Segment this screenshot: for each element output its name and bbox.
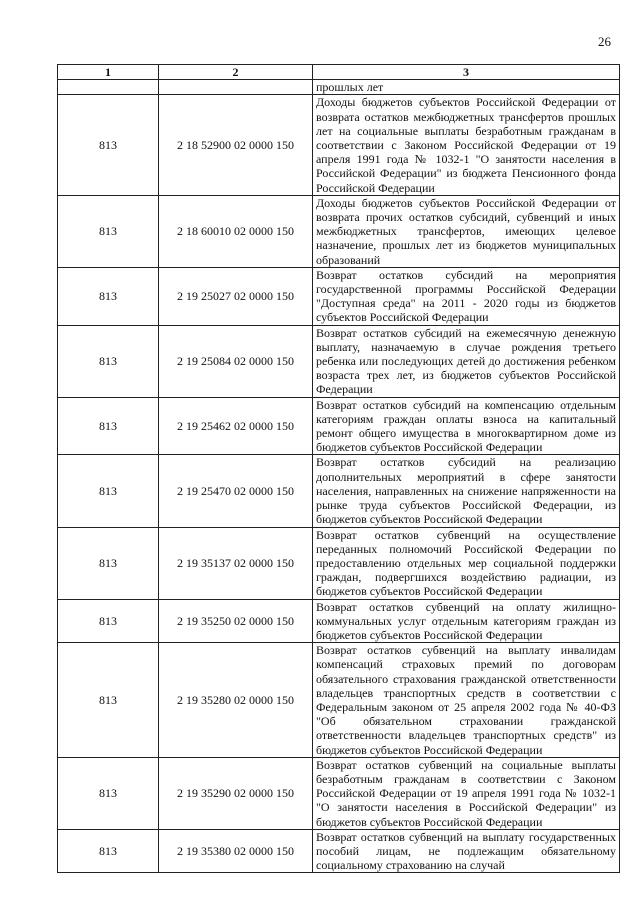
table-row: [58, 195, 620, 267]
table-row: [58, 325, 620, 397]
revenue-code-cell: 2 19 35137 02 0000 150: [159, 527, 313, 599]
table-row: [58, 643, 620, 758]
admin-code-cell: 813: [58, 195, 159, 267]
revenue-code-cell: 2 19 35250 02 0000 150: [159, 599, 313, 643]
revenue-code-cell: 2 19 25027 02 0000 150: [159, 267, 313, 325]
column-header-code: 2: [159, 65, 313, 80]
description-cell: Возврат остатков субсидий на реализацию дополнительных мероприятий в сфере занятости населения, направленных на снижение напряженности на рынке труда субъектов Российской Федерации, из бюджетов субъектов Российской Федерации: [313, 455, 620, 527]
admin-code-cell: 813: [58, 325, 159, 397]
admin-code-cell: 813: [58, 455, 159, 527]
admin-code-cell: 813: [58, 397, 159, 455]
table-row: [58, 527, 620, 599]
table-row: [58, 829, 620, 873]
description-cell: Возврат остатков субвенций на оплату жилищно-коммунальных услуг отдельным категориям граждан из бюджетов субъектов Российской Федерации: [313, 599, 620, 643]
table-row: [58, 95, 620, 195]
table-header-row: [58, 65, 620, 80]
revenue-code-cell: 2 19 35380 02 0000 150: [159, 829, 313, 873]
table-row: [58, 455, 620, 527]
description-cell: Доходы бюджетов субъектов Российской Федерации от возврата прочих остатков субсидий, субвенций и иных межбюджетных трансфертов, имеющих целевое назначение, прошлых лет из бюджетов муниципальных образований: [313, 195, 620, 267]
revenue-code-cell: 2 18 52900 02 0000 150: [159, 95, 313, 195]
revenue-code-cell: 2 19 25470 02 0000 150: [159, 455, 313, 527]
column-header-description: 3: [313, 65, 620, 80]
admin-code-cell: 813: [58, 95, 159, 195]
revenue-code-cell: 2 19 25084 02 0000 150: [159, 325, 313, 397]
column-header-admin: 1: [58, 65, 159, 80]
admin-code-cell: [58, 80, 159, 95]
table-row: [58, 599, 620, 643]
revenue-code-cell: 2 18 60010 02 0000 150: [159, 195, 313, 267]
page-number: 26: [598, 34, 611, 49]
revenue-code-cell: 2 19 35290 02 0000 150: [159, 757, 313, 829]
description-cell: Доходы бюджетов субъектов Российской Федерации от возврата остатков межбюджетных трансфертов прошлых лет на социальные выплаты безработным гражданам в соответствии с Законом Российской Федерации от 19 апреля 1991 года № 1032-1 "О занятости населения в Российской Федерации" из бюджета Пенсионного фонда Российской Федерации: [313, 95, 620, 195]
admin-code-cell: 813: [58, 599, 159, 643]
revenue-code-cell: 2 19 25462 02 0000 150: [159, 397, 313, 455]
table-row: [58, 267, 620, 325]
description-cell: Возврат остатков субсидий на компенсацию отдельным категориям граждан оплаты взноса на капитальный ремонт общего имущества в многоквартирном доме из бюджетов субъектов Российской Федерации: [313, 397, 620, 455]
admin-code-cell: 813: [58, 643, 159, 758]
description-cell: прошлых лет: [313, 80, 620, 95]
admin-code-cell: 813: [58, 267, 159, 325]
description-cell: Возврат остатков субсидий на мероприятия государственной программы Российской Федерации "Доступная среда" на 2011 - 2020 годы из бюджетов субъектов Российской Федерации: [313, 267, 620, 325]
table-row: [58, 80, 620, 95]
budget-codes-table: [57, 64, 620, 873]
description-cell: Возврат остатков субвенций на социальные выплаты безработным гражданам в соответствии с Законом Российской Федерации от 19 апреля 1991 года № 1032-1 "О занятости населения в Российской Федерации" из бюджетов субъектов Российской Федерации: [313, 757, 620, 829]
description-cell: Возврат остатков субвенций на выплату инвалидам компенсаций страховых премий по договорам обязательного страхования гражданской ответственности владельцев транспортных средств в соответствии с Федеральным законом от 25 апреля 2002 года № 40-ФЗ "Об обязательном страховании гражданской ответственности владельцев транспортных средств" из бюджетов субъектов Российской Федерации: [313, 643, 620, 758]
admin-code-cell: 813: [58, 757, 159, 829]
admin-code-cell: 813: [58, 829, 159, 873]
description-cell: Возврат остатков субсидий на ежемесячную денежную выплату, назначаемую в случае рождения третьего ребенка или последующих детей до достижения ребенком возраста трех лет, из бюджетов субъектов Российской Федерации: [313, 325, 620, 397]
description-cell: Возврат остатков субвенций на осуществление переданных полномочий Российской Федерации по предоставлению отдельных мер социальной поддержки граждан, подвергшихся воздействию радиации, из бюджетов субъектов Российской Федерации: [313, 527, 620, 599]
revenue-code-cell: [159, 80, 313, 95]
table-row: [58, 397, 620, 455]
admin-code-cell: 813: [58, 527, 159, 599]
revenue-code-cell: 2 19 35280 02 0000 150: [159, 643, 313, 758]
table-row: [58, 757, 620, 829]
description-cell: Возврат остатков субвенций на выплату государственных пособий лицам, не подлежащим обязательному социальному страхованию на случай: [313, 829, 620, 873]
